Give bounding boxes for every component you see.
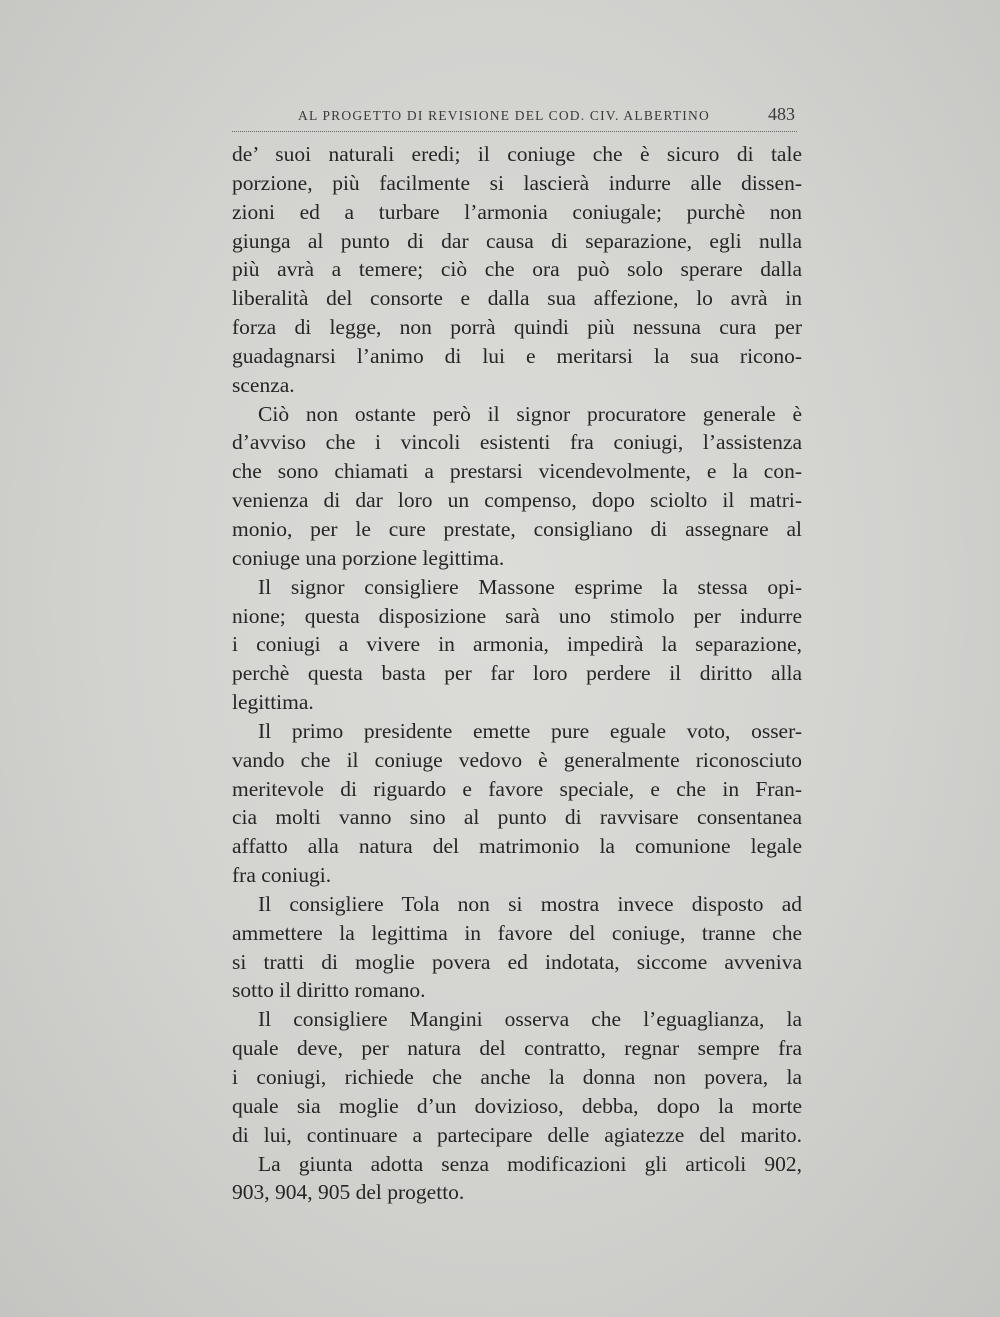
paragraph-first-line: Il consigliere Tola non si mostra invece disposto ad	[258, 891, 802, 916]
text-line: di lui, continuare a partecipare delle agiatezze del marito.	[232, 1122, 802, 1147]
text-line: coniuge una porzione legittima.	[232, 545, 505, 570]
text-line: meritevole di riguardo e favore speciale, e che in Fran-	[232, 776, 802, 801]
text-line: cia molti vanno sino al punto di ravvisare consentanea	[232, 805, 802, 830]
text-line: porzione, più facilmente si lascierà indurre alle dissen-	[232, 170, 802, 195]
text-line: d’avviso che i vincoli esistenti fra coniugi, l’assistenza	[232, 430, 802, 455]
text-line: ammettere la legittima in favore del coniuge, tranne che	[232, 920, 802, 945]
text-line: liberalità del consorte e dalla sua affezione, lo avrà in	[232, 286, 802, 311]
text-line: scenza.	[232, 372, 295, 397]
text-line: affatto alla natura del matrimonio la comunione legale	[232, 834, 802, 859]
paragraph-first-line: Il primo presidente emette pure eguale voto, osser-	[258, 718, 802, 743]
paragraph-first-line: Il consigliere Mangini osserva che l’eguaglianza, la	[258, 1007, 802, 1032]
paragraph-first-line: Ciò non ostante però il signor procuratore generale è	[258, 401, 802, 426]
text-line: de’ suoi naturali eredi; il coniuge che è sicuro di tale	[232, 142, 802, 166]
text-line: venienza di dar loro un compenso, dopo sciolto il matri-	[232, 488, 802, 513]
page-number: 483	[768, 104, 795, 124]
text-line: perchè questa basta per far loro perdere il diritto alla	[232, 661, 802, 686]
header-divider	[232, 131, 797, 132]
running-title: AL PROGETTO DI REVISIONE DEL COD. CIV. ALBERTINO	[298, 108, 710, 123]
text-line: più avrà a temere; ciò che ora può solo sperare dalla	[232, 257, 802, 282]
text-line: legittima.	[232, 690, 314, 715]
text-line: fra coniugi.	[232, 863, 332, 888]
text-line: i coniugi a vivere in armonia, impedirà la separazione,	[232, 632, 802, 657]
text-line: i coniugi, richiede che anche la donna non povera, la	[232, 1065, 802, 1089]
text-line: si tratti di moglie povera ed indotata, siccome avveniva	[232, 949, 802, 974]
paragraph-first-line: Il signor consigliere Massone esprime la stessa opi-	[258, 574, 802, 599]
paragraph-first-line: La giunta adotta senza modificazioni gli articoli 902,	[258, 1151, 802, 1176]
text-line: forza di legge, non porrà quindi più nessuna cura per	[232, 315, 802, 340]
running-head	[232, 104, 797, 132]
text-line: giunga al punto di dar causa di separazione, egli nulla	[232, 228, 802, 253]
text-line: nione; questa disposizione sarà uno stimolo per indurre	[232, 603, 802, 628]
body-text	[232, 140, 802, 1207]
text-line: quale sia moglie d’un dovizioso, debba, dopo la morte	[232, 1093, 802, 1118]
text-line: guadagnarsi l’animo di lui e meritarsi la sua ricono-	[232, 343, 802, 368]
text-line: sotto il diritto romano.	[232, 978, 426, 1003]
text-line: quale deve, per natura del contratto, regnar sempre fra	[232, 1036, 802, 1061]
text-line: vando che il coniuge vedovo è generalmente riconosciuto	[232, 747, 802, 772]
text-line: zioni ed a turbare l’armonia coniugale; purchè non	[232, 199, 802, 224]
text-line: monio, per le cure prestate, consigliano di assegnare al	[232, 516, 802, 541]
text-line: che sono chiamati a prestarsi vicendevolmente, e la con-	[232, 459, 802, 484]
text-line: 903, 904, 905 del progetto.	[232, 1180, 465, 1205]
